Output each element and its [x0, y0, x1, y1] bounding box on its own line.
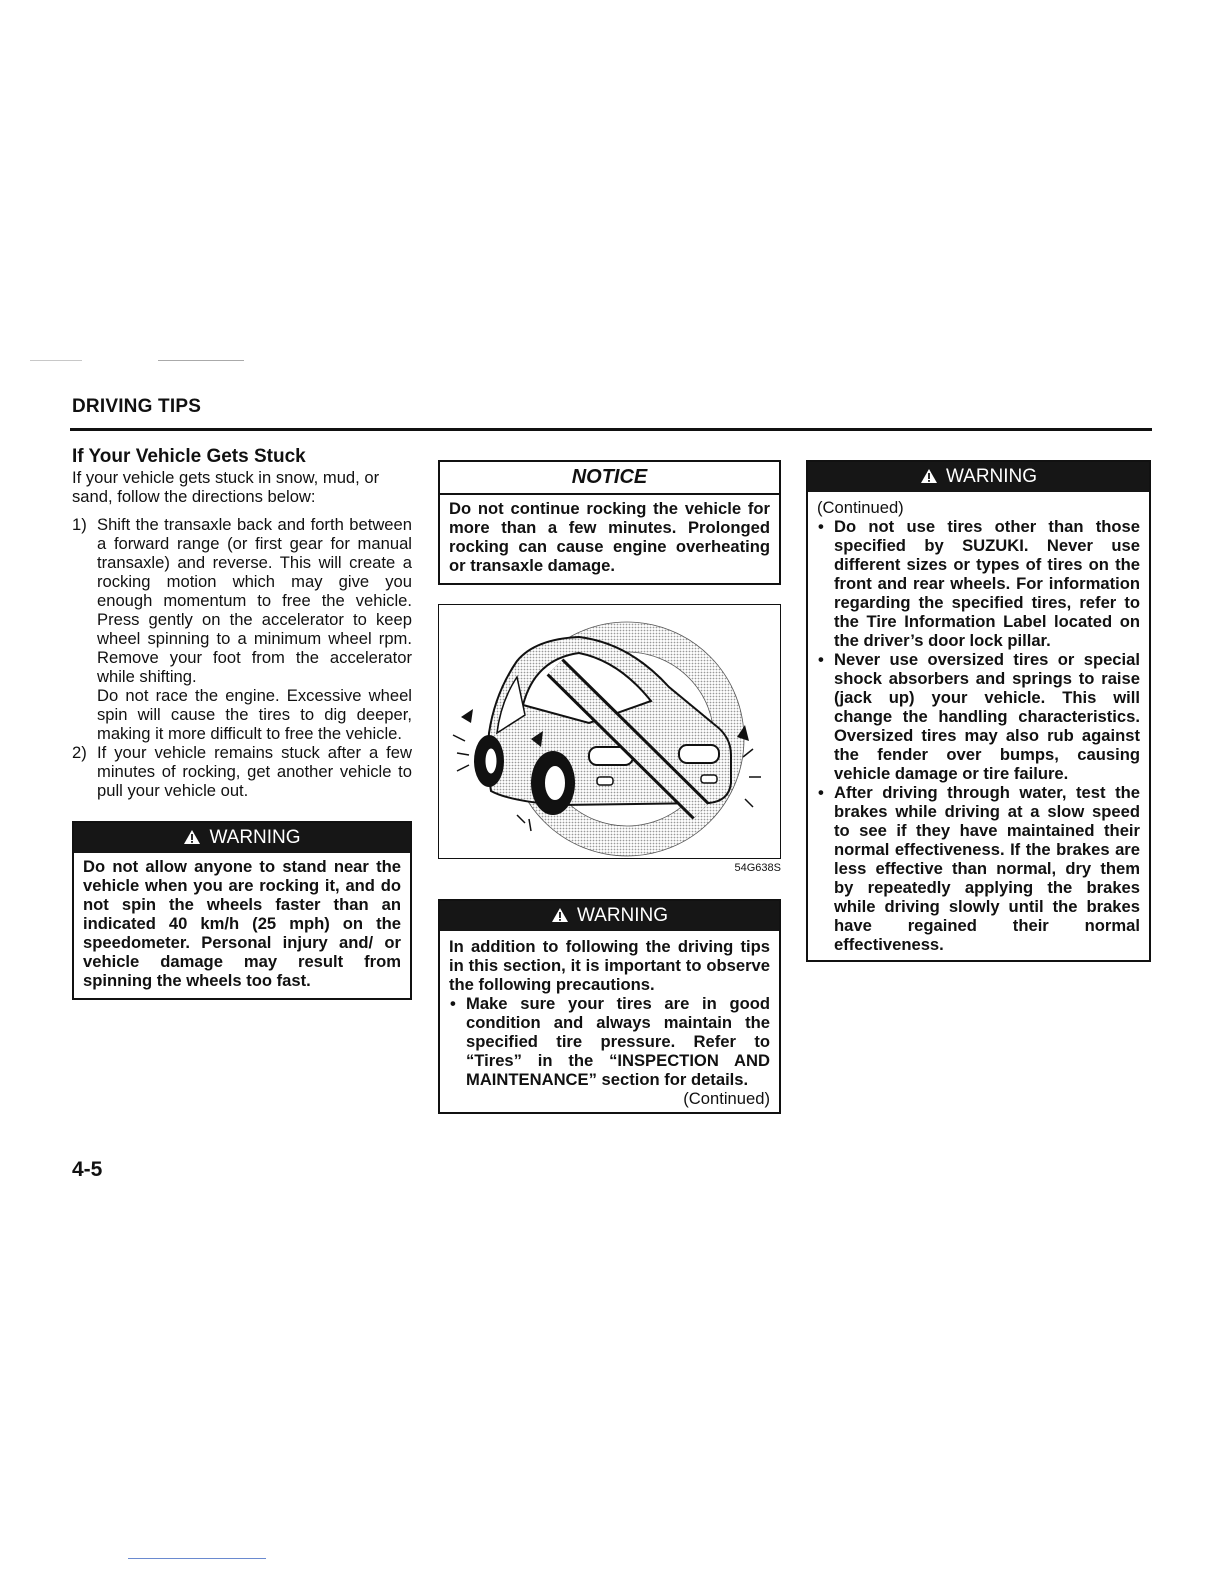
section-title: DRIVING TIPS [72, 396, 202, 417]
step-text-continued: Do not race the engine. Excessive wheel spin will cause the tires to dig deeper, making it more difficult to free the vehicle. [97, 686, 412, 743]
warning-header [440, 901, 779, 931]
list-item: • Make sure your tires are in good condition and always maintain the specified tire pressure. Refer to “Tires” in the “INSPECTION AND MAINTENANCE” section for details. [450, 994, 770, 1089]
middle-column [438, 460, 781, 1114]
subsection-heading: If Your Vehicle Gets Stuck [72, 446, 306, 467]
step-number: 2) [72, 743, 87, 762]
warning-box [806, 460, 1151, 962]
step-text: Shift the transaxle back and forth between a forward range (or first gear for manual transaxle) and reverse. This will create a rocking motion which may give you enough momentum to free the vehicle. Press gently on the accelerator to keep wheel spinning to a minimum wheel rpm. Remove your foot from the accelerator while shifting. [97, 515, 412, 686]
continued-label: (Continued) [817, 498, 904, 517]
page-number: 4-5 [72, 1158, 103, 1181]
warning-body [440, 931, 779, 1112]
notice-body: Do not continue rocking the vehicle for more than a few minutes. Prolonged rocking can cause engine overheating or transaxle damage. [449, 499, 770, 575]
list-item: • After driving through water, test the brakes while driving at a slow speed to see if they have maintained their normal effectiveness. If the brakes are less effective than normal, dry them by repeatedly applying the brakes while driving slowly until the brakes have regained their normal effectiveness. [818, 783, 1140, 954]
continued-label: (Continued) [683, 1089, 770, 1108]
header-rule [70, 428, 1152, 431]
warning-triangle-icon [920, 468, 938, 484]
left-column [72, 446, 412, 1000]
warning-triangle-icon [551, 907, 569, 923]
bullet-text: Never use oversized tires or special shock absorbers and springs to raise (jack up) your vehicle. This will change the handling characteristics. Oversized tires may also rub against the fender over bumps, causing vehicle damage or tire failure. [834, 650, 1140, 783]
notice-box [438, 460, 781, 585]
warning-bullets [449, 994, 770, 1089]
warning-triangle-icon [183, 829, 201, 845]
warning-intro: In addition to following the driving tips in this section, it is important to observe the following precautions. [449, 937, 770, 994]
warning-title: WARNING [945, 466, 1038, 487]
bullet-text: Make sure your tires are in good condition and always maintain the specified tire pressure. Refer to “Tires” in the “INSPECTION AND MAINTENANCE” section for details. [466, 994, 770, 1089]
illustration-frame [438, 604, 781, 859]
warning-title: WARNING [209, 827, 301, 848]
step-number: 1) [72, 515, 87, 534]
scan-artifact-line [158, 360, 244, 361]
warning-box [72, 821, 412, 1000]
list-item [72, 515, 412, 743]
warning-body: Do not allow anyone to stand near the vehicle when you are rocking it, and do not spin the wheels faster than an indicated 40 km/h (25 mph) on the speedometer. Personal injury and/ or vehicle damage may result from spinning the wheels too fast. [83, 857, 401, 990]
bullet-text: Do not use tires other than those specified by SUZUKI. Never use different sizes or types of tires on the front and rear wheels. For information regarding the specified tires, refer to the Tire Information Label located on the driver’s door lock pillar. [834, 517, 1140, 650]
list-item: • Do not use tires other than those specified by SUZUKI. Never use different sizes or types of tires on the front and rear wheels. For information regarding the specified tires, refer to the Tire Information Label located on the driver’s door lock pillar. [818, 517, 1140, 650]
warning-bullets [817, 517, 1140, 954]
right-column [806, 460, 1151, 962]
warning-header [808, 462, 1149, 492]
intro-text: If your vehicle gets stuck in snow, mud, or sand, follow the directions below: [72, 468, 380, 506]
prohibited-wheel-spin-illustration [439, 605, 779, 857]
scan-artifact-line [30, 360, 82, 361]
step-text: If your vehicle remains stuck after a few minutes of rocking, get another vehicle to pull your vehicle out. [97, 743, 412, 800]
bullet-text: After driving through water, test the brakes while driving at a slow speed to see if they have maintained their normal effectiveness. If the brakes are less effective than normal, dry them by repeatedly applying the brakes while driving slowly until the brakes have regained their normal effectiveness. [834, 783, 1140, 954]
list-item [72, 743, 412, 800]
warning-header [74, 823, 410, 853]
figure-caption: 54G638S [734, 862, 781, 874]
warning-title: WARNING [576, 905, 669, 926]
list-item: • Never use oversized tires or special shock absorbers and springs to raise (jack up) your vehicle. This will change the handling characteristics. Oversized tires may also rub against the fender over bumps, causing vehicle damage or tire failure. [818, 650, 1140, 783]
warning-body [808, 492, 1149, 960]
scan-artifact-line [128, 1558, 266, 1559]
steps-list [72, 515, 412, 800]
warning-box [438, 899, 781, 1114]
notice-header: NOTICE [440, 462, 779, 495]
